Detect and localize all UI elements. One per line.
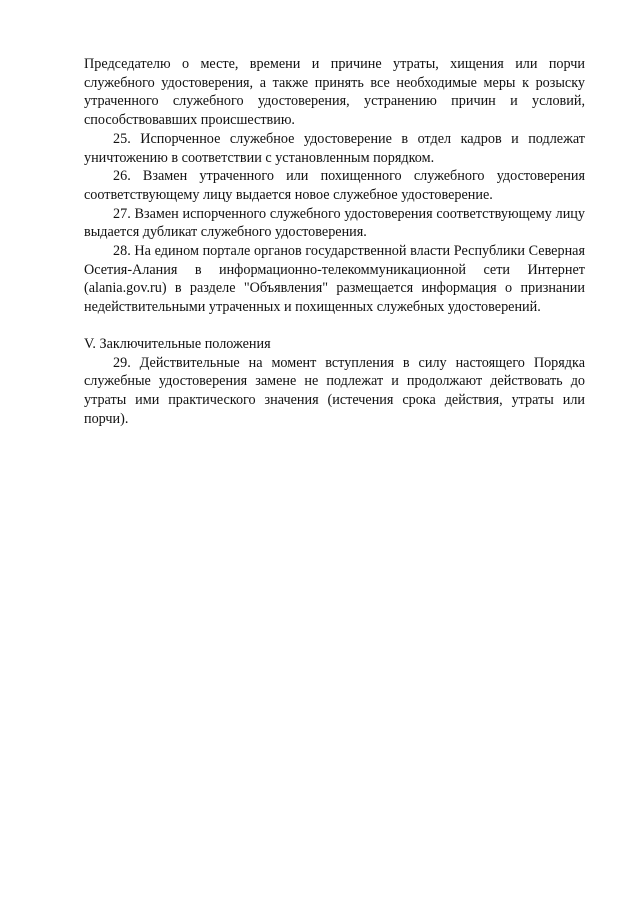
paragraph-26: 26. Взамен утраченного или похищенного служебного удостоверения соответствующему лицу выдается новое служебное удостоверение.	[84, 168, 585, 203]
paragraph-29: 29. Действительные на момент вступления в силу настоящего Порядка служебные удостоверения замене не подлежат и продолжают действовать до утраты ими практического значения (истечения срока действия, утраты или порчи).	[84, 354, 585, 427]
paragraph-28: 28. На едином портале органов государственной власти Республики Северная Осетия-Алания в информационно-телекоммуникационной сети Интернет (alania.gov.ru) в разделе "Объявления" размещается информация о признании недействительными утраченных и похищенных служебных удостоверений.	[84, 243, 585, 316]
paragraph-25: 25. Испорченное служебное удостоверение в отдел кадров и подлежат уничтожению в соответствии с установленным порядком.	[84, 130, 585, 166]
paragraph-27: 27. Взамен испорченного служебного удостоверения соответствующему лицу выдается дубликат служебного удостоверения.	[84, 205, 585, 241]
document-body	[84, 55, 585, 428]
paragraph-continuation: Председателю о месте, времени и причине утраты, хищения или порчи служебного удостоверения, а также принять все необходимые меры к розыску утраченного служебного удостоверения, устранению причин и условий, способствовавших происшествию.	[84, 56, 585, 129]
section-heading: V. Заключительные положения	[84, 335, 271, 352]
